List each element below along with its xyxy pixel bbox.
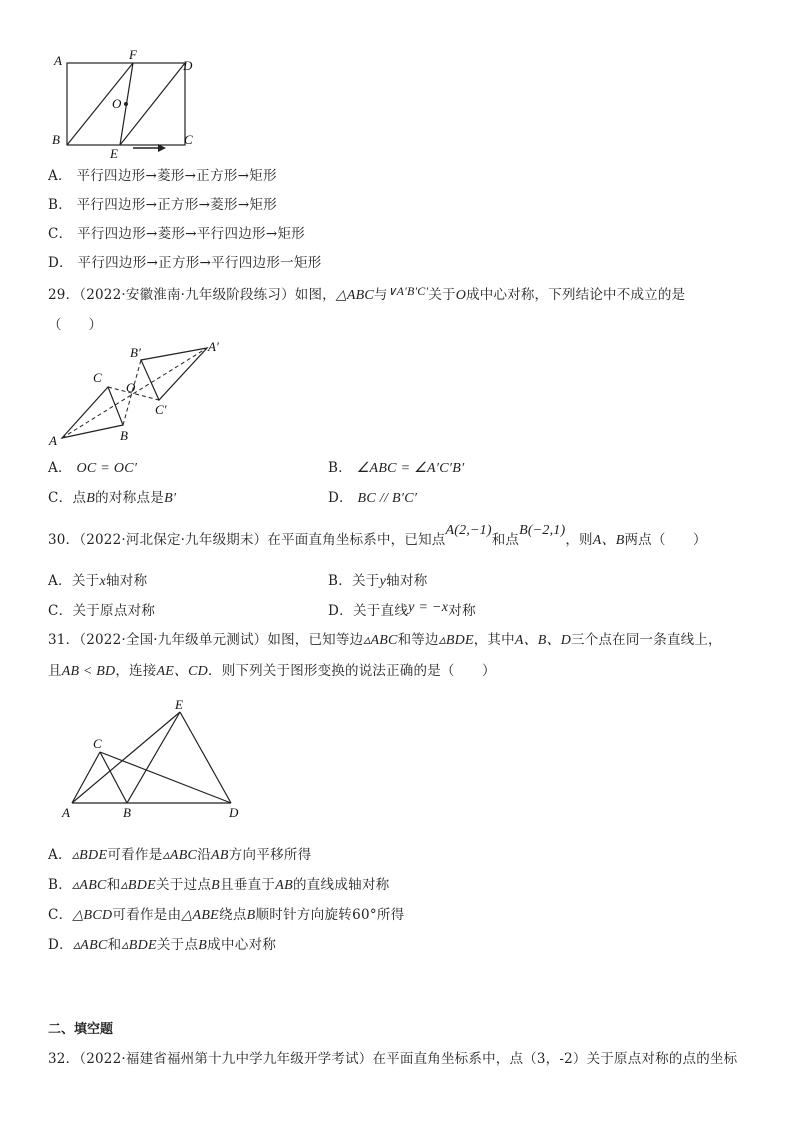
option-text: 方向平移所得: [228, 847, 312, 863]
option-text: 关于过点: [155, 877, 212, 893]
stem-text: 关于: [428, 287, 456, 303]
option-text: 成中心对称: [207, 937, 277, 953]
option-math: ▵BDE: [120, 878, 156, 893]
fig1-label-o: O: [112, 96, 122, 111]
fig1-label-b: B: [52, 132, 60, 147]
option-math: B′: [164, 491, 177, 506]
option-math: B: [246, 908, 256, 923]
option-math: y: [379, 574, 387, 589]
q30-option-d[interactable]: [328, 599, 476, 620]
question-source: （2022·河北保定·九年级期末）: [79, 532, 268, 548]
q31-stem-line2: [48, 659, 496, 680]
option-key: C．: [48, 226, 73, 242]
option-text: 平行四边形→正方形→平行四边形一矩形: [77, 255, 322, 271]
option-text: 绕点: [219, 907, 247, 923]
option-key: A．: [48, 460, 72, 476]
option-math: ▵BDE: [121, 938, 157, 953]
fig2-label-a1: A′: [208, 339, 219, 354]
option-text: 和: [107, 937, 122, 953]
stem-math: △ABC: [335, 288, 374, 303]
stem-text: 且: [48, 663, 62, 679]
q28-option-b[interactable]: [48, 193, 277, 213]
option-key: C．: [48, 603, 73, 619]
q30-option-c[interactable]: [48, 599, 155, 619]
option-math: B: [211, 878, 221, 893]
fig1-label-c: C: [184, 132, 193, 147]
q31-option-a[interactable]: [48, 843, 312, 864]
stem-text: ，则: [565, 532, 593, 548]
stem-text: ，其中: [473, 632, 515, 648]
option-text: 关于点: [156, 937, 199, 953]
fig1-label-e: E: [110, 146, 118, 161]
option-text: 和: [106, 877, 121, 893]
option-key: C．: [48, 907, 73, 923]
option-math: AB: [211, 848, 229, 863]
q30-option-b[interactable]: [328, 569, 428, 590]
fig3-label-a: A: [62, 805, 70, 820]
stem-math: B(−2,1): [519, 523, 566, 538]
option-math: ∠ABC = ∠A′C′B′: [356, 461, 465, 476]
option-key: A．: [48, 573, 72, 589]
figure-rectangle: [40, 40, 210, 165]
option-math: B: [198, 938, 208, 953]
stem-text: ．则下列关于图形变换的说法正确的是（ ）: [208, 663, 496, 679]
option-math: ▵BDE: [71, 848, 108, 863]
stem-math: A(2,−1): [445, 523, 492, 538]
option-text: 对称: [448, 603, 476, 619]
stem-text: 和等边: [397, 632, 439, 648]
q32-stem: [48, 1047, 737, 1067]
segment-bf: [67, 63, 133, 145]
fig2-label-a: A: [49, 433, 57, 448]
stem-text: ，连接: [115, 663, 157, 679]
segment-cd: [100, 752, 231, 803]
question-source: （2022·安徽淮南·九年级阶段练习）: [79, 287, 295, 303]
option-key: B．: [328, 460, 353, 476]
question-number: 31．: [48, 632, 80, 648]
option-text: 可看作是由: [112, 907, 182, 923]
option-text: 关于: [71, 573, 100, 589]
option-text: 平行四边形→菱形→平行四边形→矩形: [77, 226, 306, 242]
stem-text: 两点（ ）: [624, 532, 707, 548]
option-math: BC // B′C′: [357, 491, 418, 506]
option-text: 点: [72, 490, 87, 506]
q28-option-d[interactable]: [48, 251, 322, 271]
option-key: A．: [48, 847, 72, 863]
triangle-a1b1c1: [141, 348, 207, 400]
option-math: x: [99, 574, 106, 589]
segment-ae: [72, 712, 180, 803]
stem-math: AE、CD: [156, 664, 208, 679]
figure-central-symmetry: [40, 335, 240, 450]
fig1-label-d: D: [183, 58, 193, 73]
segment-ed: [180, 712, 231, 803]
option-text: 的对称点是: [95, 490, 165, 506]
option-math: ▵ABC: [162, 848, 198, 863]
option-text: 轴对称: [105, 573, 148, 589]
option-text: 关于原点对称: [72, 603, 156, 619]
fig1-label-a: A: [54, 53, 62, 68]
point-o: [124, 102, 128, 106]
question-number: 30．: [48, 532, 80, 548]
option-math: ▵ABC: [72, 878, 107, 893]
q29-option-a[interactable]: [48, 456, 137, 477]
question-source: （2022·福建省福州第十九中学九年级开学考试）: [79, 1051, 373, 1067]
option-math: OC = OC′: [76, 461, 138, 476]
option-key: D．: [328, 490, 353, 506]
option-math: B: [86, 491, 96, 506]
option-key: B．: [328, 573, 353, 589]
stem-math: ∨A′B′C′: [387, 284, 429, 298]
fig3-label-b: B: [123, 805, 131, 820]
q28-option-c[interactable]: [48, 222, 305, 242]
option-text: 沿: [197, 847, 211, 863]
option-key: D．: [328, 603, 353, 619]
q31-option-b[interactable]: [48, 873, 390, 894]
option-text: 可看作是: [107, 847, 163, 863]
fig3-label-c: C: [93, 736, 102, 751]
option-text: 且垂直于: [220, 877, 276, 893]
option-key: B．: [48, 877, 73, 893]
fig2-label-b: B: [120, 428, 128, 443]
stem-math: ▵BDE: [438, 633, 474, 648]
option-math: △BCD: [72, 908, 113, 923]
option-key: D．: [48, 937, 73, 953]
q29-option-d[interactable]: [328, 486, 417, 507]
option-math: △ABE: [181, 908, 220, 923]
option-math: AB: [275, 878, 293, 893]
stem-text: 三个点在同一条直线上，: [571, 632, 722, 648]
question-number: 32．: [48, 1051, 80, 1067]
stem-math: ▵ABC: [363, 633, 398, 648]
q29-stem: [48, 283, 685, 304]
q29-option-b[interactable]: [328, 456, 464, 477]
stem-text: 和点: [491, 532, 520, 548]
stem-math: A、B、D: [514, 633, 572, 648]
q31-option-c[interactable]: [48, 903, 405, 924]
fig2-label-o: O: [126, 380, 136, 395]
question-source: （2022·全国·九年级单元测试）: [79, 632, 268, 648]
stem-text: 与: [373, 287, 388, 303]
option-text: 关于直线: [352, 603, 409, 619]
figure-equilateral-triangles: [55, 695, 260, 825]
q30-stem: [48, 523, 707, 549]
stem-math: O: [455, 288, 467, 303]
option-text: 顺时针方向旋转60°所得: [255, 907, 405, 923]
option-text: 平行四边形→菱形→正方形→矩形: [76, 168, 277, 184]
option-math: y = −x: [408, 600, 449, 615]
fig2-label-b1: B′: [130, 345, 141, 360]
stem-text: 在平面直角坐标系中，点（3，-2）关于原点对称的点的坐标: [372, 1051, 738, 1067]
option-key: C．: [48, 490, 73, 506]
stem-text: 如图，已知等边: [267, 632, 364, 648]
fig3-label-e: E: [175, 697, 183, 712]
option-text: 关于: [352, 573, 380, 589]
option-math: ▵ABC: [72, 938, 108, 953]
q31-stem-line1: [48, 628, 722, 649]
option-key: A．: [48, 168, 72, 184]
q29-answer-paren: （ ）: [48, 317, 102, 333]
section-fill-in-title: 二、填空题: [48, 1022, 114, 1037]
fig1-label-f: F: [129, 47, 137, 62]
stem-text: 如图，: [294, 287, 336, 303]
triangle-abc: [62, 387, 123, 438]
q29-option-c[interactable]: [48, 486, 176, 507]
segment-ac: [72, 752, 100, 803]
option-key: D．: [48, 255, 73, 271]
fig2-label-c1: C′: [155, 402, 167, 417]
option-key: B．: [48, 197, 73, 213]
fig3-label-d: D: [229, 805, 239, 820]
q31-option-d[interactable]: [48, 933, 276, 954]
question-number: 29．: [48, 287, 80, 303]
stem-math: A、B: [592, 533, 625, 548]
segment-be: [127, 712, 180, 803]
option-text: 的直线成轴对称: [292, 877, 390, 893]
fig2-label-c: C: [93, 370, 102, 385]
segment-ed: [120, 63, 185, 145]
stem-text: 在平面直角坐标系中，已知点: [267, 532, 446, 548]
q28-option-a[interactable]: [48, 164, 277, 184]
option-text: 轴对称: [386, 573, 428, 589]
stem-text: 成中心对称，下列结论中不成立的是: [466, 287, 686, 303]
stem-math: AB < BD: [61, 664, 116, 679]
option-text: 平行四边形→正方形→菱形→矩形: [76, 197, 278, 213]
q30-option-a[interactable]: [48, 569, 147, 590]
